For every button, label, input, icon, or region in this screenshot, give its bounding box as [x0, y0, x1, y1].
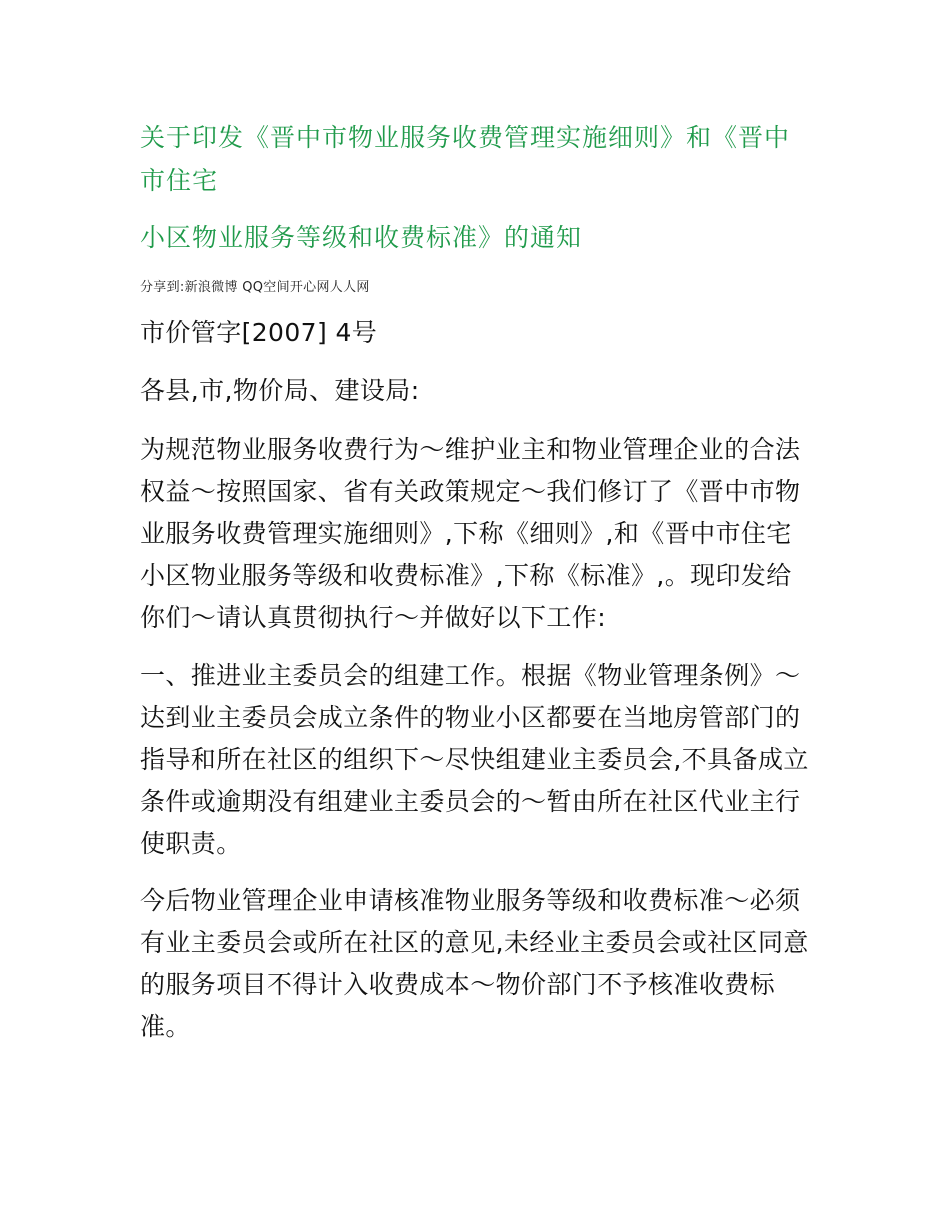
share-links: 分享到:新浪微博 QQ空间开心网人人网 — [140, 280, 370, 295]
document-number: 市价管字[2007] 4号 — [140, 318, 378, 347]
document-content — [140, 116, 810, 1048]
notice-title-line-2: 小区物业服务等级和收费标准》的通知 — [140, 223, 583, 252]
body-paragraph-fee-approval: 今后物业管理企业申请核准物业服务等级和收费标准～必须有业主委员会或所在社区的意见,未经业主委员会或社区同意的服务项目不得计入收费成本～物价部门不予核准收费标准。 — [140, 886, 809, 1041]
body-paragraph-intro: 为规范物业服务收费行为～维护业主和物业管理企业的合法权益～按照国家、省有关政策规定～我们修订了《晋中市物业服务收费管理实施细则》,下称《细则》,和《晋中市住宅小区物业服务等级和收费标准》,下称《标准》,。现印发给你们～请认真贯彻执行～并做好以下工作: — [140, 435, 801, 632]
notice-title-line-1: 关于印发《晋中市物业服务收费管理实施细则》和《晋中市住宅 — [140, 123, 791, 195]
recipients-line: 各县,市,物价局、建设局: — [140, 376, 420, 405]
body-paragraph-owners-committee: 一、推进业主委员会的组建工作。根据《物业管理条例》～达到业主委员会成立条件的物业小区都要在当地房管部门的指导和所在社区的组织下～尽快组建业主委员会,不具备成立条件或逾期没有组建业主委员会的～暂由所在社区代业主行使职责。 — [140, 661, 809, 858]
